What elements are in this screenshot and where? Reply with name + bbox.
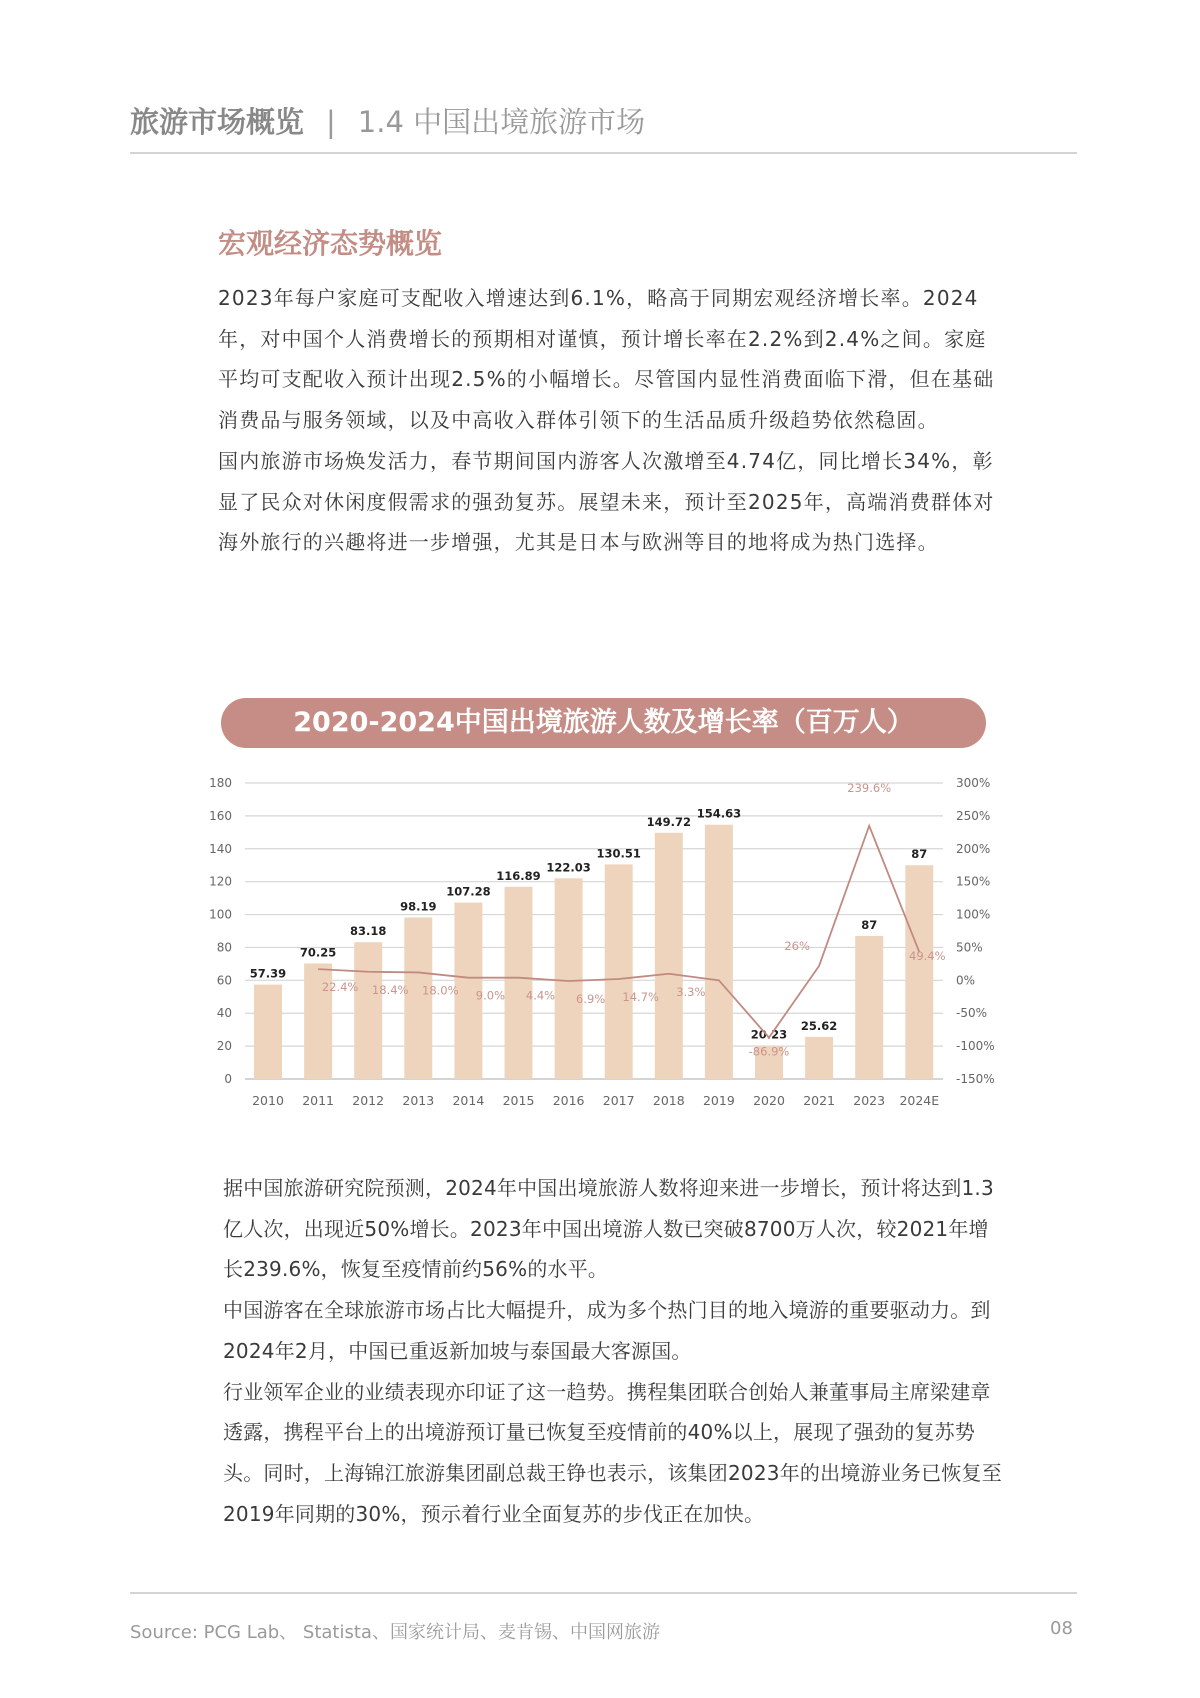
growth-rate-label: 18.0% <box>422 983 459 998</box>
y-left-tick: 120 <box>209 874 232 889</box>
y-left-tick: 80 <box>216 940 232 955</box>
y-left-tick: 140 <box>209 841 232 856</box>
x-tick-label: 2014 <box>452 1093 485 1108</box>
y-left-tick: 0 <box>224 1072 232 1086</box>
bar-value-label: 149.72 <box>646 814 691 829</box>
y-left-tick: 100 <box>209 907 232 922</box>
bar-2010 <box>254 985 282 1079</box>
x-tick-label: 2015 <box>502 1093 535 1108</box>
y-right-tick: -100% <box>956 1039 995 1054</box>
paragraph-macro <box>218 278 998 563</box>
bar-2021 <box>805 1037 833 1079</box>
bar-2015 <box>505 887 533 1079</box>
bar-2016 <box>555 878 583 1079</box>
bar-2023 <box>855 936 883 1079</box>
header-divider <box>130 152 1077 154</box>
page-header <box>130 100 645 141</box>
x-tick-label: 2010 <box>252 1093 284 1108</box>
bar-value-label: 116.89 <box>496 868 541 883</box>
bar-value-label: 107.28 <box>446 884 491 899</box>
y-right-tick: -150% <box>956 1072 995 1086</box>
y-right-tick: -50% <box>956 1006 988 1021</box>
y-left-tick: 180 <box>209 776 232 790</box>
bar-value-label: 83.18 <box>350 924 387 939</box>
y-right-tick: 200% <box>956 841 991 856</box>
bar-value-label: 57.39 <box>249 966 287 981</box>
bar-value-label: 70.25 <box>299 945 337 960</box>
paragraph: 2023年每户家庭可支配收入增速达到6.1%，略高于同期宏观经济增长率。2024年，对中国个人消费增长的预期相对谨慎，预计增长率在2.2%到2.4%之间。家庭平均可支配收入预计出现2.5%的小幅增长。尽管国内显性消费面临下滑，但在基础消费品与服务领域，以及中高收入群体引领下的生活品质升级趋势依然稳固。 <box>218 286 995 433</box>
page-number: 08 <box>1050 1618 1073 1639</box>
paragraph: 中国游客在全球旅游市场占比大幅提升，成为多个热门目的地入境游的重要驱动力。到2024年2月，中国已重返新加坡与泰国最大客源国。 <box>223 1298 991 1363</box>
y-left-tick: 40 <box>216 1006 232 1021</box>
x-tick-label: 2012 <box>352 1093 385 1108</box>
bar-value-label: 154.63 <box>696 806 742 821</box>
bar-value-label: 98.19 <box>400 899 437 914</box>
x-tick-label: 2011 <box>302 1093 335 1108</box>
paragraph: 据中国旅游研究院预测，2024年中国出境旅游人数将迎来进一步增长，预计将达到1.3亿人次，出现近50%增长。2023年中国出境游人数已突破8700万人次，较2021年增长239.6%，恢复至疫情前约56%的水平。 <box>223 1176 994 1282</box>
y-right-tick: 50% <box>956 940 983 955</box>
bar-2019 <box>705 825 733 1079</box>
y-right-tick: 300% <box>956 776 991 790</box>
header-subsection: 1.4 中国出境旅游市场 <box>357 105 646 139</box>
growth-rate-label: 26% <box>784 938 810 953</box>
x-tick-label: 2017 <box>602 1093 635 1108</box>
bar-value-label: 25.62 <box>800 1018 838 1033</box>
bar-2024E <box>905 865 933 1079</box>
y-right-tick: 0% <box>956 973 976 988</box>
bar-value-label: 20.23 <box>750 1027 788 1042</box>
paragraph: 国内旅游市场焕发活力，春节期间国内游客人次激增至4.74亿，同比增长34%，彰显了民众对休闲度假需求的强劲复苏。展望未来，预计至2025年，高端消费群体对海外旅行的兴趣将进一步增强，尤其是日本与欧洲等目的地将成为热门选择。 <box>218 448 995 555</box>
bar-value-label: 122.03 <box>546 860 591 875</box>
x-tick-label: 2023 <box>853 1093 886 1108</box>
x-tick-label: 2018 <box>652 1093 685 1108</box>
y-left-tick: 160 <box>209 808 232 823</box>
growth-rate-label: 9.0% <box>475 988 506 1003</box>
x-tick-label: 2016 <box>552 1093 585 1108</box>
growth-rate-label: 4.4% <box>525 988 556 1003</box>
bar-value-label: 87 <box>911 847 928 862</box>
bar-2017 <box>605 864 633 1079</box>
growth-rate-label: 6.9% <box>575 991 606 1006</box>
source-note: Source: PCG Lab、 Statista、国家统计局、麦肯锡、中国网旅游 <box>130 1622 660 1643</box>
bar-2012 <box>354 942 382 1079</box>
x-tick-label: 2020 <box>753 1093 785 1108</box>
growth-rate-label: 14.7% <box>622 990 659 1005</box>
y-left-tick: 60 <box>216 973 232 988</box>
y-left-tick: 20 <box>216 1039 232 1054</box>
y-right-tick: 250% <box>956 808 991 823</box>
x-tick-label: 2021 <box>803 1093 836 1108</box>
section-title: 宏观经济态势概览 <box>218 227 443 260</box>
x-tick-label: 2013 <box>402 1093 435 1108</box>
growth-rate-label: -86.9% <box>748 1044 790 1059</box>
bar-2018 <box>655 833 683 1079</box>
bar-value-label: 130.51 <box>596 846 641 861</box>
y-right-tick: 100% <box>956 907 991 922</box>
bar-2013 <box>404 918 432 1079</box>
y-right-tick: 150% <box>956 874 991 889</box>
footer-divider <box>130 1592 1077 1594</box>
header-section: 旅游市场概览 <box>130 105 305 139</box>
growth-rate-label: 239.6% <box>847 780 892 795</box>
x-tick-label: 2024E <box>899 1093 940 1108</box>
paragraph-outbound <box>223 1168 1003 1534</box>
bar-value-label: 87 <box>861 917 878 932</box>
growth-rate-label: 18.4% <box>371 982 409 997</box>
growth-rate-label: 3.3% <box>676 984 706 999</box>
x-tick-label: 2019 <box>702 1093 735 1108</box>
growth-rate-label: 49.4% <box>909 949 946 964</box>
paragraph: 行业领军企业的业绩表现亦印证了这一趋势。携程集团联合创始人兼董事局主席梁建章透露，携程平台上的出境游预订量已恢复至疫情前的40%以上，展现了强劲的复苏势头。同时，上海锦江旅游集团副总裁王铮也表示，该集团2023年的出境游业务已恢复至2019年同期的30%，预示着行业全面复苏的步伐正在加快。 <box>223 1379 1002 1526</box>
chart-title: 2020-2024中国出境旅游人数及增长率（百万人） <box>221 698 986 748</box>
growth-rate-label: 22.4% <box>321 980 359 995</box>
header-separator: | <box>326 105 336 139</box>
outbound-travel-chart <box>0 760 1200 1120</box>
